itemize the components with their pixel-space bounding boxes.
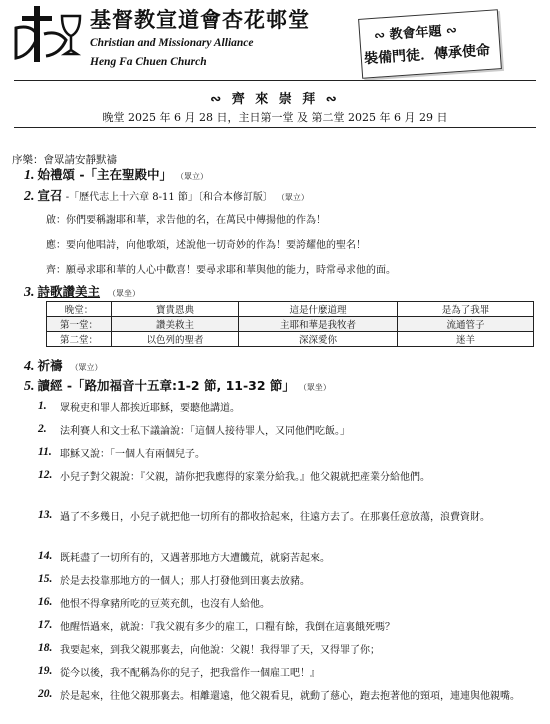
hymn-cell: 主耶和華是我牧者	[239, 317, 398, 332]
church-name-en-line1: Christian and Missionary Alliance	[90, 37, 254, 49]
call-leader: 啟：你們要稱謝耶和華，求告他的名，在萬民中傳揚他的作為！	[46, 215, 326, 226]
hymn-cell: 以色列的聖者	[112, 332, 239, 347]
section-2: 2. 宣召 -「歷代志上十六章 8-11 節」〔和合本修訂版〕 （眾立）	[24, 188, 309, 204]
section-3: 3. 詩歌讚美主 （眾坐）	[24, 284, 141, 300]
swirl-ornament-icon: ∾	[210, 92, 232, 107]
hymn-cell: 深深愛你	[239, 332, 398, 347]
call-together: 齊：願尋求耶和華的人心中歡喜！要尋求耶和華與他的能力，時常尋求他的面。	[46, 265, 396, 276]
church-logo	[14, 6, 82, 66]
hymn-row	[47, 317, 534, 332]
hymn-row	[47, 302, 534, 317]
section-4: 4. 祈禱 （眾立）	[24, 358, 103, 374]
hymn-cell: 是為了我罪	[398, 302, 534, 317]
hymn-cell: 讚美救主	[112, 317, 239, 332]
hymn-cell: 寶貴恩典	[112, 302, 239, 317]
hymn-cell: 流通管子	[398, 317, 534, 332]
theme-text: 裝備門徒．傳承使命	[363, 42, 491, 68]
hymn-cell: 迷羊	[398, 332, 534, 347]
top-rule	[14, 80, 536, 81]
hymn-cell: 這是什麼道理	[239, 302, 398, 317]
prelude: 序樂：會眾請安靜默禱	[12, 154, 117, 166]
service-dates: 晚堂 2025 年 6 月 28 日，主日第一堂 及 第二堂 2025 年 6 月 29 日	[102, 111, 448, 124]
service-label: 晚堂：	[47, 302, 112, 317]
section-1: 1. 始禮頌 -「主在聖殿中」 （眾立）	[24, 167, 209, 183]
church-name-zh: 基督教宣道會杏花邨堂	[90, 8, 310, 32]
hymn-row	[47, 332, 534, 347]
service-label: 第二堂：	[47, 332, 112, 347]
hymn-table	[46, 301, 534, 347]
bottom-rule	[14, 127, 536, 128]
swirl-ornament-icon: ∾	[440, 23, 458, 40]
call-response: 應：要向他唱詩，向他歌頌，述說他一切奇妙的作為！要誇耀他的聖名！	[46, 240, 366, 251]
swirl-ornament-icon: ∾	[318, 92, 340, 107]
section-5: 5. 讀經 -「路加福音十五章:1-2 節, 11-32 節」 （眾坐）	[24, 378, 331, 394]
scripture-reading: 1. 眾稅吏和罪人都挨近耶穌，要聽他講道。 2. 法利賽人和文士私下議論說：「這個人接待罪人，又同他們吃飯。」 11. 耶穌又說：「一個人有兩個兒子。 12. 小兒子對父親說：『父親，請你把我應得的家業分給我。』他父親就把產業分給他們。 13. 過了不多幾日，小兒子就把他一切所有的都收拾起來，往遠方去了。在那裏任意放蕩，浪費資財。 14. 既耗盡了一切所有的，又遇著那地方大遭饑荒，就窮苦起來。 15. 於是去投靠那地方的一個人；那人打發他到田裏去放豬。 16. 他恨不得拿豬所吃的豆莢充飢，也沒有人給他。 17. 他醒悟過來，就說：『我父親有多少的雇工，口糧有餘，我倒在這裏餓死嗎？ 18. 我要起來，到我父親那裏去，向他說：父親！我得罪了天，又得罪了你； 19. 從今以後，我不配稱為你的兒子，把我當作一個雇工吧！』 20. 於是起來，往他父親那裏去。相離還遠，他父親看見，就動了慈心，跑去抱著他的頸項，連連與他親嘴。	[38, 400, 520, 702]
theme-title: ∾ 教會年題 ∾	[373, 23, 458, 44]
worship-title: ∾ 齊 來 崇 拜 ∾	[210, 92, 340, 107]
service-label: 第一堂：	[47, 317, 112, 332]
church-name-en-line2: Heng Fa Chuen Church	[90, 56, 207, 68]
swirl-ornament-icon: ∾	[373, 27, 391, 44]
